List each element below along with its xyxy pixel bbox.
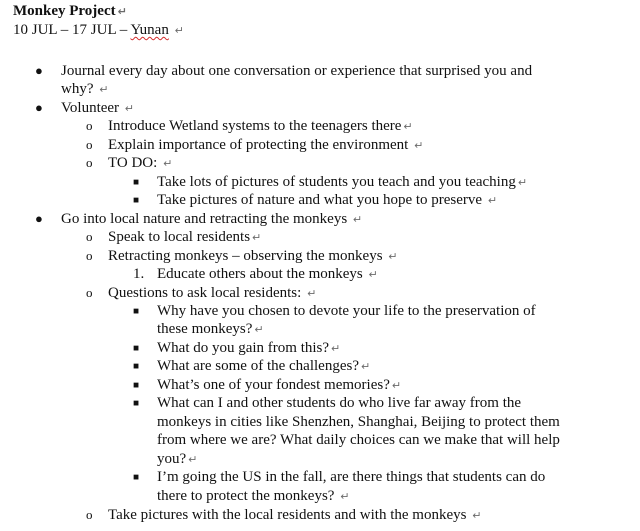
bullet-icon: ● <box>35 63 43 78</box>
list-item-text: What’s one of your fondest memories? <box>157 377 390 393</box>
bullet-icon: ● <box>35 100 43 115</box>
square-bullet-icon: ■ <box>133 398 140 409</box>
list-item-speak <box>108 228 261 247</box>
bullet-icon: ● <box>35 211 43 226</box>
paragraph-mark: ↵ <box>254 323 264 336</box>
paragraph-mark: ↵ <box>487 194 498 207</box>
list-item-questions <box>108 284 316 303</box>
list-item-text: monkeys in cities like Shenzhen, Shanghai, Beijing to protect them <box>157 414 560 430</box>
list-item-pictures-students <box>157 173 527 192</box>
list-item-text: why? <box>61 81 94 97</box>
list-item-question-1-line2 <box>157 320 264 339</box>
sub-bullet-icon: o <box>86 137 93 152</box>
list-item-text: Why have you chosen to devote your life to the preservation of <box>157 303 536 319</box>
list-item-question-5-line1 <box>157 394 521 412</box>
list-item-text: What are some of the challenges? <box>157 358 359 374</box>
list-item-question-6-line1 <box>157 468 545 486</box>
list-item-text: What can I and other students do who live far away from the <box>157 395 522 411</box>
paragraph-mark: ↵ <box>124 102 135 115</box>
list-item-text: Volunteer <box>61 100 120 116</box>
list-item-pictures-nature <box>157 191 497 210</box>
sub-bullet-icon: o <box>86 285 93 300</box>
list-item-text: What do you gain from this? <box>157 340 330 356</box>
sub-bullet-icon: o <box>86 155 93 170</box>
title-text: Monkey Project <box>13 3 116 19</box>
paragraph-mark: ↵ <box>188 453 198 466</box>
list-item-introduce <box>108 117 413 136</box>
list-item-question-3 <box>157 357 370 376</box>
square-bullet-icon: ■ <box>133 361 140 372</box>
list-item-text: Educate others about the monkeys <box>157 266 363 282</box>
list-item-text: Retracting monkeys – observing the monkeys <box>108 248 383 264</box>
list-item-text: Explain importance of protecting the environment <box>108 137 409 153</box>
paragraph-mark: ↵ <box>391 379 402 392</box>
list-item-text: Introduce Wetland systems to the teenagers there <box>108 118 402 134</box>
list-item-text: Go into local nature and retracting the monkeys <box>61 211 348 227</box>
sub-bullet-icon: o <box>86 248 93 263</box>
square-bullet-icon: ■ <box>133 472 140 483</box>
list-item-question-6-line2 <box>157 487 349 506</box>
list-item-question-5-line4 <box>157 450 197 469</box>
list-item-educate <box>157 265 378 284</box>
square-bullet-icon: ■ <box>133 343 140 354</box>
paragraph-mark: ↵ <box>307 287 317 300</box>
list-item-local-nature <box>61 210 362 229</box>
list-item-volunteer <box>61 99 134 118</box>
list-item-text: Speak to local residents <box>108 229 251 245</box>
list-item-question-5-line3 <box>157 431 560 449</box>
paragraph-mark: ↵ <box>403 120 413 133</box>
paragraph-mark: ↵ <box>352 213 363 226</box>
list-item-text: these monkeys? <box>157 321 253 337</box>
sub-bullet-icon: o <box>86 229 93 244</box>
list-item-text: TO DO: <box>108 155 158 171</box>
document-title <box>13 2 127 21</box>
list-item-text: from where we are? What daily choices can we make that will help <box>157 432 560 448</box>
list-item-question-2 <box>157 339 340 358</box>
list-item-text: there to protect the monkeys? <box>157 488 335 504</box>
paragraph-mark: ↵ <box>163 157 173 170</box>
paragraph-mark: ↵ <box>340 490 350 503</box>
list-item-todo <box>108 154 172 173</box>
list-item-text: I’m going the US in the fall, are there things that students can do <box>157 469 546 485</box>
list-item-take-pictures-residents <box>108 506 481 525</box>
list-item-retracting <box>108 247 398 266</box>
paragraph-mark: ↵ <box>174 24 184 37</box>
paragraph-mark: ↵ <box>414 139 424 152</box>
list-item-text: Take pictures with the local residents and with the monkeys <box>108 507 467 523</box>
date-range-text: 10 JUL – 17 JUL – <box>13 22 131 38</box>
location-text: Yunan <box>130 22 169 38</box>
list-item-explain <box>108 136 423 155</box>
list-item-question-4 <box>157 376 401 395</box>
paragraph-mark: ↵ <box>368 268 378 281</box>
square-bullet-icon: ■ <box>133 380 140 391</box>
square-bullet-icon: ■ <box>133 195 140 206</box>
paragraph-mark: ↵ <box>99 83 109 96</box>
paragraph-mark: ↵ <box>388 250 398 263</box>
list-item-text: you? <box>157 451 187 467</box>
date-range <box>13 21 184 40</box>
paragraph-mark: ↵ <box>361 360 371 373</box>
list-item-text: Take pictures of nature and what you hope to preserve <box>157 192 483 208</box>
paragraph-mark: ↵ <box>117 5 127 18</box>
paragraph-mark: ↵ <box>252 231 262 244</box>
paragraph-mark: ↵ <box>472 509 482 522</box>
sub-bullet-icon: o <box>86 507 93 522</box>
list-item-text: Journal every day about one conversation or experience that surprised you and <box>61 63 533 79</box>
list-item-text: Questions to ask local residents: <box>108 285 302 301</box>
list-item-question-5-line2 <box>157 413 560 431</box>
square-bullet-icon: ■ <box>133 306 140 317</box>
square-bullet-icon: ■ <box>133 177 140 188</box>
paragraph-mark: ↵ <box>331 342 341 355</box>
list-item-journal-line2 <box>61 80 108 99</box>
list-number: 1. <box>133 266 145 282</box>
list-item-question-1-line1 <box>157 302 536 320</box>
list-item-text: Take lots of pictures of students you teach and you teaching <box>157 174 516 190</box>
sub-bullet-icon: o <box>86 118 93 133</box>
paragraph-mark: ↵ <box>517 176 528 189</box>
list-item-journal-line1 <box>61 62 532 80</box>
